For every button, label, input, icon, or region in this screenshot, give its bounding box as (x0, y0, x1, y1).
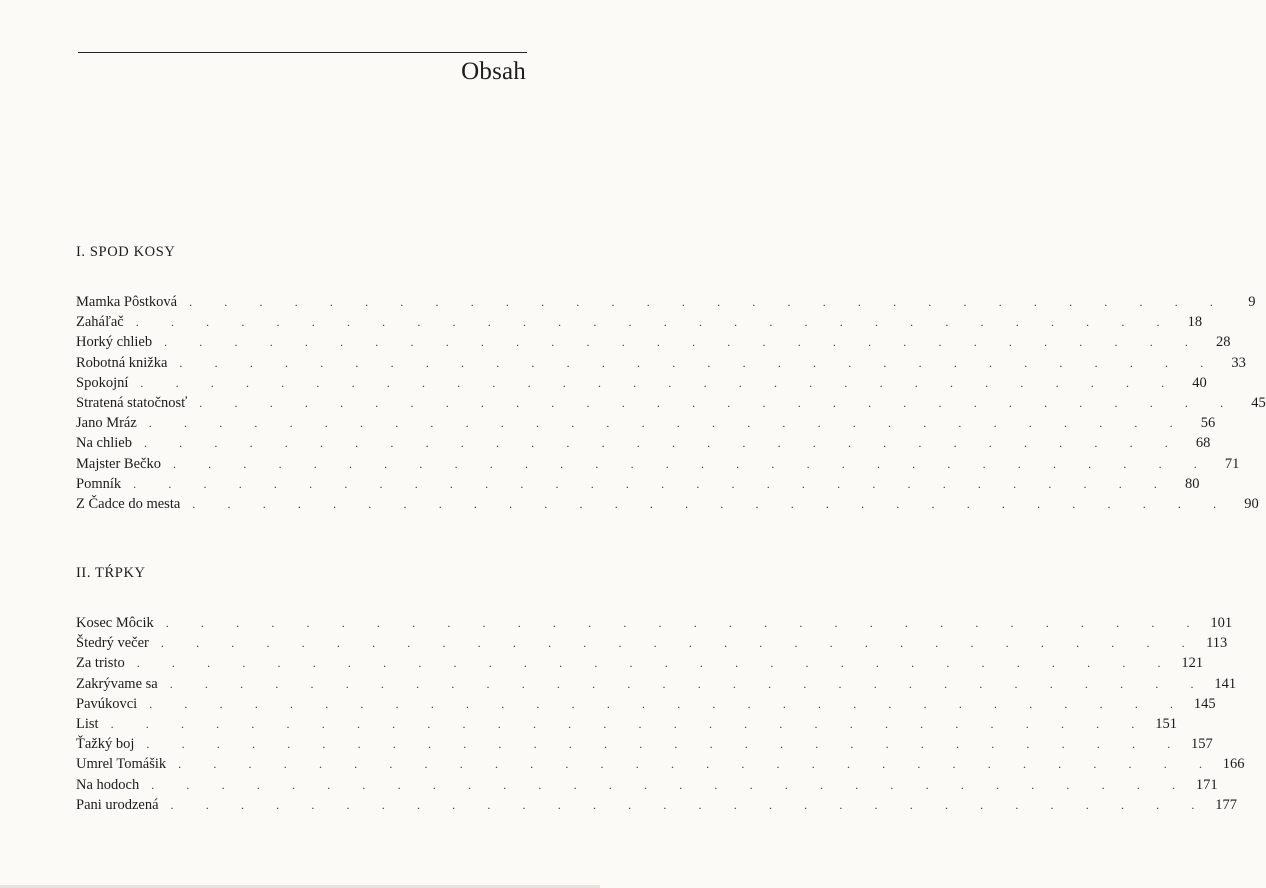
toc-entry-page-number: 171 (1195, 776, 1218, 793)
toc-entry (76, 433, 1211, 453)
toc-entry-title: Za tristo (76, 655, 125, 672)
toc-entry-title: Spokojní (76, 374, 129, 391)
toc-entry (76, 613, 1233, 633)
toc-entry-title: Štedrý večer (76, 635, 149, 652)
header-rule (78, 52, 527, 53)
toc-entry (76, 474, 1200, 494)
page-title: Obsah (461, 58, 526, 85)
toc-entry-page-number: 121 (1181, 655, 1204, 672)
toc-entry-page-number: 18 (1187, 314, 1203, 331)
dot-leader: . . . . . . . . . . . . . . . . . . . . . . . . . . . . . . (110, 716, 1149, 731)
dot-leader: . . . . . . . . . . . . . . . . . . . . . . . . . . . . . . (133, 476, 1172, 491)
toc-entry (76, 332, 1231, 352)
toc-entry-title: Stratená statočnosť (76, 394, 188, 411)
toc-entry (76, 694, 1216, 714)
dot-leader: . . . . . . . . . . . . . . . . . . . . . . . . . . . . . . (148, 416, 1188, 431)
toc-entry-title: Robotná knižka (76, 354, 168, 371)
toc-entry-list (76, 613, 1245, 815)
toc-entry (76, 373, 1207, 393)
toc-entry-page-number: 90 (1244, 495, 1259, 512)
toc-entry-page-number: 33 (1231, 354, 1246, 371)
toc-entry-title: Z Čadce do mesta (76, 495, 181, 512)
toc-entry (76, 312, 1203, 332)
section-heading: II. TŔPKY (76, 565, 146, 581)
toc-entry (76, 413, 1216, 433)
toc-entry (76, 674, 1237, 694)
toc-entry-title: Majster Bečko (76, 455, 161, 472)
toc-entry-list (76, 292, 1266, 514)
toc-entry-page-number: 80 (1185, 475, 1200, 492)
toc-entry-title: Zakrývame sa (76, 675, 158, 692)
dot-leader: . . . . . . . . . . . . . . . . . . . . . . . . . . . . . . (140, 375, 1179, 390)
dot-leader: . . . . . . . . . . . . . . . . . . . . . . . . . . . . . . (143, 436, 1183, 451)
toc-entry (76, 653, 1204, 673)
toc-entry-title: Zaháľač (76, 314, 124, 331)
dot-leader: . . . . . . . . . . . . . . . . . . . . . . . . . . . . . . (192, 496, 1231, 511)
toc-entry-page-number: 151 (1155, 715, 1177, 732)
toc-entry-title: Pavúkovci (76, 695, 138, 712)
section-heading: I. SPOD KOSY (76, 244, 176, 260)
dot-leader: . . . . . . . . . . . . . . . . . . . . . . . . . . . . . . (172, 456, 1212, 471)
toc-entry (76, 292, 1256, 312)
toc-entry (76, 494, 1259, 514)
toc-entry-title: Pomník (76, 475, 122, 492)
toc-entry-page-number: 157 (1191, 736, 1213, 753)
dot-leader: . . . . . . . . . . . . . . . . . . . . . . . . . . . . . . (146, 737, 1185, 752)
toc-entry-page-number: 45 (1251, 394, 1266, 411)
toc-entry-page-number: 177 (1215, 796, 1237, 813)
dot-leader: . . . . . . . . . . . . . . . . . . . . . . . . . . . . . . (199, 395, 1238, 410)
toc-entry (76, 795, 1237, 815)
toc-entry-page-number: 56 (1200, 415, 1216, 432)
toc-entry-page-number: 68 (1195, 435, 1211, 452)
toc-entry-title: List (76, 715, 99, 732)
toc-entry-title: Horký chlieb (76, 334, 153, 351)
toc-entry (76, 734, 1213, 754)
dot-leader: . . . . . . . . . . . . . . . . . . . . . . . . . . . . . . (178, 757, 1217, 772)
toc-entry-title: Jano Mráz (76, 415, 137, 432)
toc-entry-title: Kosec Môcik (76, 615, 154, 631)
toc-entry-page-number: 40 (1192, 374, 1207, 391)
toc-entry-page-number: 9 (1248, 294, 1256, 310)
dot-leader: . . . . . . . . . . . . . . . . . . . . . . . . . . . . . . (136, 656, 1176, 671)
toc-entry-title: Na hodoch (76, 776, 140, 793)
toc-section-trpky (76, 563, 1245, 815)
dot-leader: . . . . . . . . . . . . . . . . . . . . . . . . . . . . . . (149, 696, 1188, 711)
dot-leader: . . . . . . . . . . . . . . . . . . . . . . . . . . . . . . (151, 777, 1190, 792)
toc-entry-title: Mamka Pôstková (76, 294, 178, 310)
toc-entry (76, 775, 1218, 795)
dot-leader: . . . . . . . . . . . . . . . . . . . . . . . . . . . . . . (170, 797, 1209, 812)
dot-leader: . . . . . . . . . . . . . . . . . . . . . . . . . . . . . . (189, 295, 1228, 309)
toc-entry (76, 393, 1266, 413)
dot-leader: . . . . . . . . . . . . . . . . . . . . . . . . . . . . . . (135, 315, 1175, 330)
toc-entry (76, 633, 1228, 653)
toc-entry (76, 454, 1240, 474)
toc-entry-title: Na chlieb (76, 435, 132, 452)
toc-entry (76, 754, 1245, 774)
dot-leader: . . . . . . . . . . . . . . . . . . . . . . . . . . . . . . (164, 335, 1203, 350)
toc-entry-page-number: 166 (1222, 756, 1245, 773)
toc-section-spod-kosy (76, 242, 1266, 514)
toc-entry (76, 353, 1246, 373)
toc-entry-title: Pani urodzená (76, 796, 159, 813)
dot-leader: . . . . . . . . . . . . . . . . . . . . . . . . . . . . . . (160, 636, 1200, 651)
toc-entry-page-number: 145 (1193, 695, 1216, 712)
toc-entry-page-number: 28 (1216, 334, 1231, 351)
dot-leader: . . . . . . . . . . . . . . . . . . . . . . . . . . . . . . (165, 616, 1205, 630)
toc-entry-title: Ťažký boj (76, 736, 135, 753)
toc-entry-page-number: 141 (1214, 675, 1237, 692)
dot-leader: . . . . . . . . . . . . . . . . . . . . . . . . . . . . . . (169, 676, 1209, 691)
toc-entry-title: Umrel Tomášik (76, 756, 167, 773)
toc-entry-page-number: 113 (1206, 635, 1228, 652)
toc-entry (76, 714, 1177, 734)
toc-entry-page-number: 101 (1210, 615, 1233, 631)
dot-leader: . . . . . . . . . . . . . . . . . . . . . . . . . . . . . . (179, 355, 1218, 370)
toc-entry-page-number: 71 (1224, 455, 1240, 472)
